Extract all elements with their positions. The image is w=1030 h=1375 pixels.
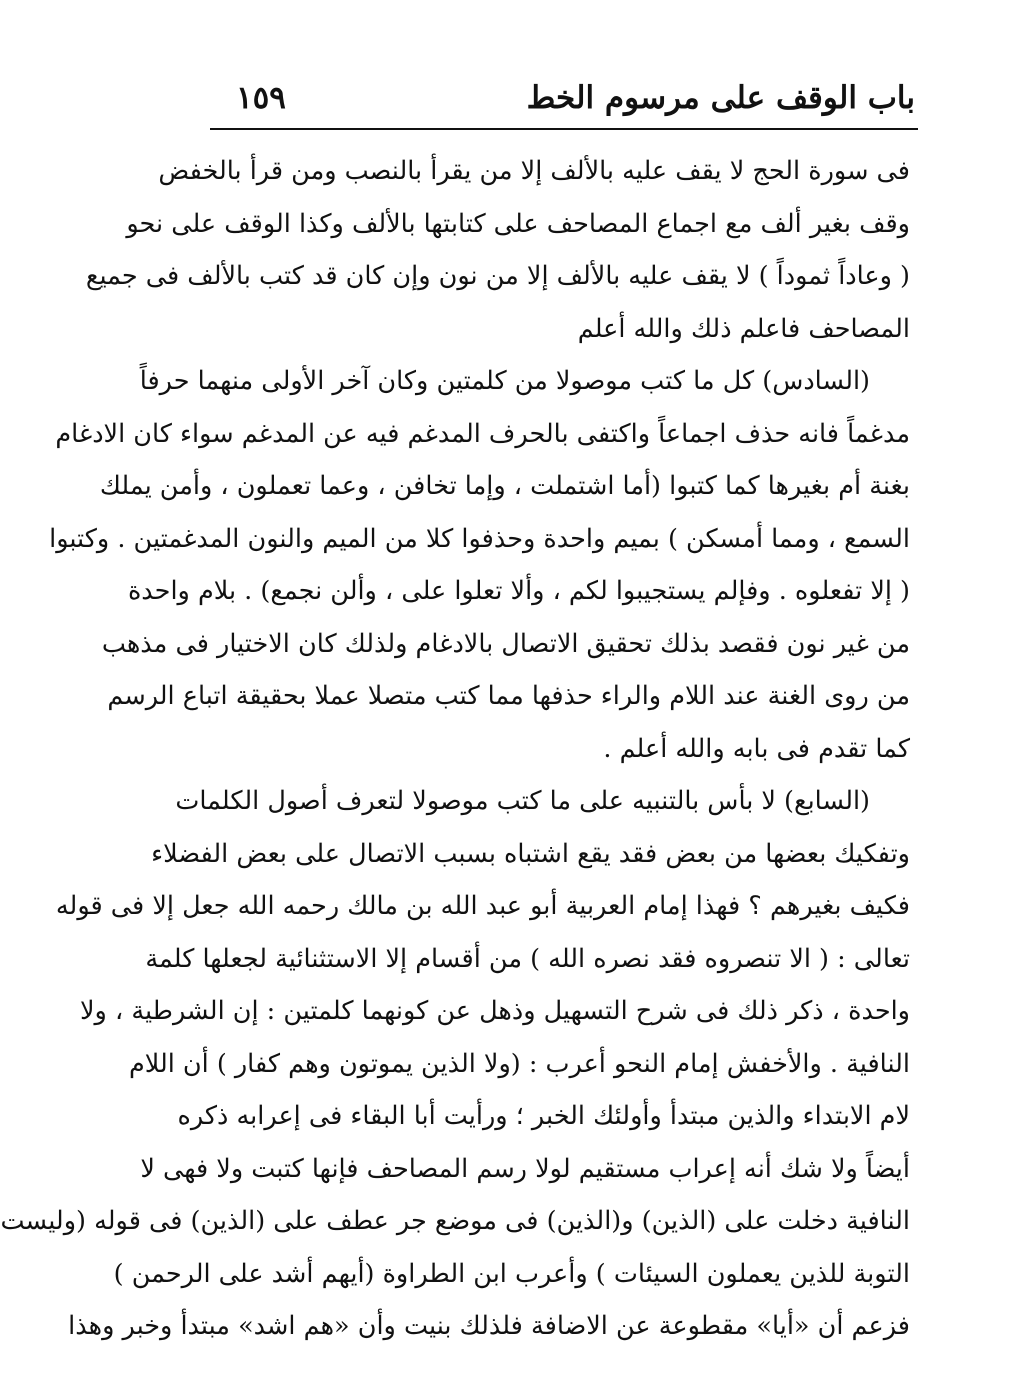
text-line: النافية . والأخفش إمام النحو أعرب : (ولا الذين يموتون وهم كفار ) أن اللام bbox=[128, 1048, 910, 1079]
text-line: من روى الغنة عند اللام والراء حذفها مما كتب متصلا عملا بحقيقة اتباع الرسم bbox=[107, 681, 910, 711]
body-text bbox=[0, 145, 910, 1353]
text-line: السمع ، ومما أمسكن ) بميم واحدة وحذفوا كلا من الميم والنون المدغمتين . وكتبوا bbox=[49, 523, 910, 554]
text-line: ( وعاداً ثموداً ) لا يقف عليه بالألف إلا من نون وإن كان قد كتب بالألف فى جميع bbox=[85, 261, 910, 291]
text-line: واحدة ، ذكر ذلك فى شرح التسهيل وذهل عن كونهما كلمتين : إن الشرطية ، ولا bbox=[80, 996, 910, 1026]
page-number: ١٥٩ bbox=[236, 80, 286, 116]
text-line: المصاحف فاعلم ذلك والله أعلم bbox=[577, 313, 910, 344]
page-header bbox=[218, 78, 915, 124]
text-line: كما تقدم فى بابه والله أعلم . bbox=[603, 733, 910, 764]
text-line: فزعم أن «أيا» مقطوعة عن الاضافة فلذلك بنيت وأن «هم اشد» مبتدأ وخبر وهذا bbox=[68, 1311, 910, 1341]
header-divider bbox=[210, 128, 918, 130]
text-line: تعالى : ( الا تنصروه فقد نصره الله ) من أقسام إلا الاستثنائية لجعلها كلمة bbox=[145, 943, 910, 974]
text-line: أيضاً ولا شك أنه إعراب مستقيم لولا رسم المصاحف فإنها كتبت ولا فهى لا bbox=[140, 1153, 910, 1184]
text-line: من غير نون فقصد بذلك تحقيق الاتصال بالادغام ولذلك كان الاختيار فى مذهب bbox=[101, 628, 910, 659]
text-line: بغنة أم بغيرها كما كتبوا (أما اشتملت ، وإما تخافن ، وعما تعملون ، وأمن يملك bbox=[99, 471, 910, 501]
text-line: لام الابتداء والذين مبتدأ وأولئك الخبر ؛ ورأيت أبا البقاء فى إعرابه ذكره bbox=[177, 1101, 910, 1131]
text-line: النافية دخلت على (الذين) و(الذين) فى موضع جر عطف على (الذين) فى قوله (وليست bbox=[0, 1206, 910, 1236]
text-line: (السابع) لا بأس بالتنبيه على ما كتب موصولا لتعرف أصول الكلمات bbox=[175, 786, 870, 816]
text-line: التوبة للذين يعملون السيئات ) وأعرب ابن الطراوة (أيهم أشد على الرحمن ) bbox=[113, 1258, 910, 1289]
text-line: فكيف بغيرهم ؟ فهذا إمام العربية أبو عبد الله بن مالك رحمه الله جعل إلا فى قوله bbox=[55, 891, 910, 921]
text-line: (السادس) كل ما كتب موصولا من كلمتين وكان آخر الأولى منهما حرفاً bbox=[139, 366, 870, 396]
text-line: ( إلا تفعلوه . وفإلم يستجيبوا لكم ، وألا تعلوا على ، وألن نجمع) . بلام واحدة bbox=[127, 576, 910, 606]
text-line: فى سورة الحج لا يقف عليه بالألف إلا من يقرأ بالنصب ومن قرأ بالخفض bbox=[158, 156, 910, 186]
text-line: وقف بغير ألف مع اجماع المصاحف على كتابتها بالألف وكذا الوقف على نحو bbox=[126, 208, 910, 239]
chapter-title: باب الوقف على مرسوم الخط bbox=[526, 80, 915, 116]
text-line: مدغماً فانه حذف اجماعاً واكتفى بالحرف المدغم فيه عن المدغم سواء كان الادغام bbox=[55, 418, 910, 449]
text-line: وتفكيك بعضها من بعض فقد يقع اشتباه بسبب الاتصال على بعض الفضلاء bbox=[151, 838, 910, 869]
